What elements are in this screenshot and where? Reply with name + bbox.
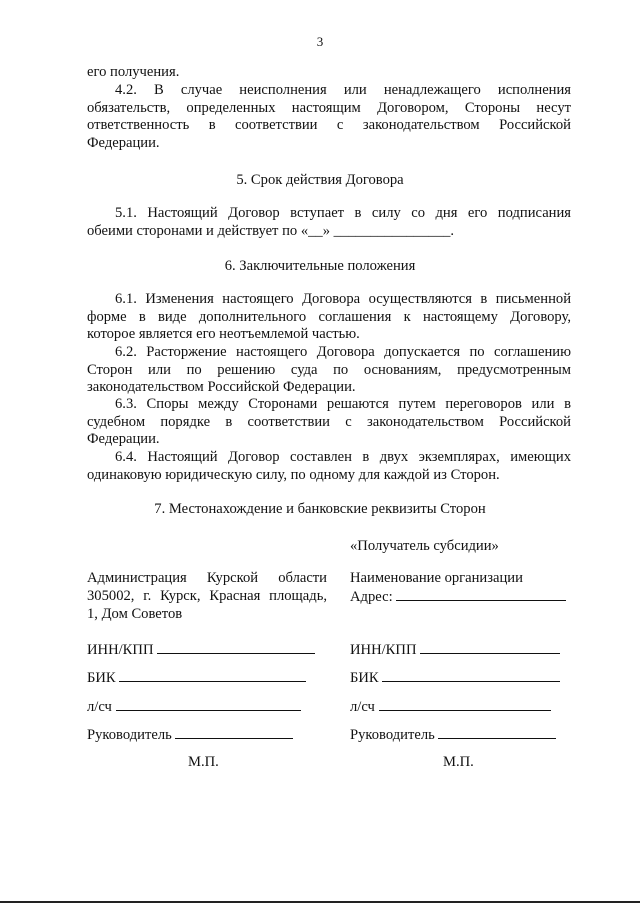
head-label: Руководитель (87, 727, 172, 743)
page-bottom-rule (0, 901, 640, 903)
right-seal: М.П. (443, 754, 474, 770)
bik-label: БИК (87, 670, 116, 686)
address-line: 305002, г. Курск, Красная площадь, (87, 588, 327, 604)
right-bik-field (350, 668, 560, 687)
inn-blank (420, 640, 560, 654)
left-account-field (87, 697, 301, 716)
paragraph-line: 6.4. Настоящий Договор составлен в двух экземплярах, имеющих (115, 449, 571, 465)
left-party-address (87, 569, 327, 623)
head-blank (438, 725, 556, 739)
section-6-title: 6. Заключительные положения (224, 258, 416, 274)
address-blank (396, 587, 566, 601)
account-blank (116, 697, 301, 711)
paragraph-6-2 (87, 344, 571, 397)
paragraph-4-1-tail: его получения. (87, 64, 180, 80)
right-party-title: «Получатель субсидии» (350, 538, 499, 554)
paragraph-line: одинаковую юридическую силу, по одному для каждой из Сторон. (87, 466, 500, 483)
bik-blank (119, 668, 306, 682)
address-line: 1, Дом Советов (87, 606, 183, 622)
inn-blank (157, 640, 315, 654)
paragraph-5-1 (87, 205, 571, 240)
account-label: л/сч (87, 699, 112, 715)
left-seal: М.П. (188, 754, 219, 770)
inn-label: ИНН/КПП (87, 642, 154, 658)
paragraph-line: обязательств, определенных настоящим Договором, Стороны несут (87, 99, 571, 116)
address-label: Адрес: (350, 589, 393, 605)
paragraph-6-3 (87, 396, 571, 449)
address-line: Администрация Курской области (87, 570, 327, 586)
paragraph-6-1 (87, 291, 571, 344)
left-inn-field (87, 640, 315, 659)
head-blank (175, 725, 293, 739)
account-blank (379, 697, 551, 711)
page-number: 3 (316, 34, 324, 49)
head-label: Руководитель (350, 727, 435, 743)
bik-label: БИК (350, 670, 379, 686)
paragraph-line: форме в виде дополнительного соглашения к настоящему Договору, (87, 308, 571, 325)
paragraph-line: Сторон или по решению суда по основаниям, предусмотренным (87, 361, 571, 378)
inn-label: ИНН/КПП (350, 642, 417, 658)
bik-blank (382, 668, 560, 682)
right-org-name: Наименование организации (350, 570, 523, 586)
paragraph-4-2 (87, 82, 571, 152)
paragraph-line: 4.2. В случае неисполнения или ненадлежащего исполнения (115, 82, 571, 98)
paragraph-line: Федерации. (87, 134, 160, 151)
paragraph-line: 6.1. Изменения настоящего Договора осуществляются в письменной (115, 291, 571, 307)
paragraph-line: 6.3. Споры между Сторонами решаются путем переговоров или в (115, 396, 571, 412)
account-label: л/сч (350, 699, 375, 715)
right-inn-field (350, 640, 560, 659)
right-account-field (350, 697, 551, 716)
section-7-title: 7. Местонахождение и банковские реквизиты Сторон (154, 501, 486, 517)
paragraph-line: 6.2. Расторжение настоящего Договора допускается по соглашению (115, 344, 571, 360)
paragraph-line: которое является его неотъемлемой частью. (87, 326, 360, 342)
left-head-field (87, 725, 293, 744)
paragraph-line: законодательством Российской Федерации. (87, 379, 356, 395)
paragraph-line: обеими сторонами и действует по «__» ________________. (87, 222, 455, 239)
paragraph-line: 5.1. Настоящий Договор вступает в силу со дня его подписания (115, 205, 571, 221)
paragraph-6-4 (87, 449, 571, 484)
paragraph-line: судебном порядке в соответствии с законодательством Российской (87, 413, 571, 430)
section-5-title: 5. Срок действия Договора (236, 172, 404, 188)
left-bik-field (87, 668, 306, 687)
right-address-field (350, 587, 566, 606)
paragraph-line: Федерации. (87, 431, 160, 447)
right-head-field (350, 725, 556, 744)
paragraph-line: ответственность в соответствии с законодательством Российской (87, 117, 571, 133)
